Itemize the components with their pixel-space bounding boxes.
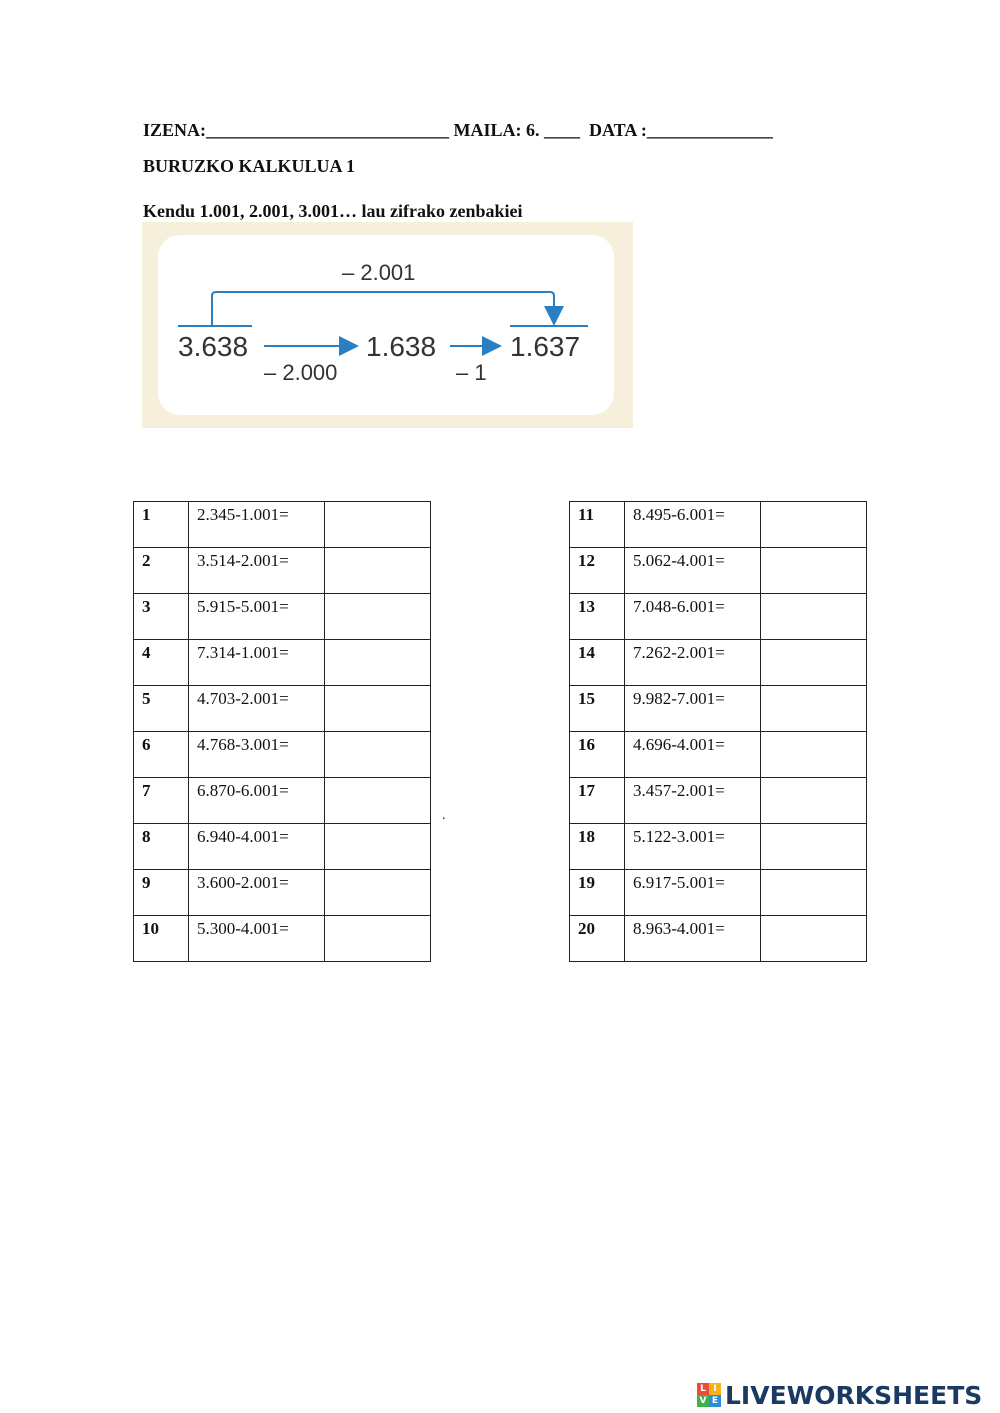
exercise-operation: 5.915-5.001= xyxy=(189,594,325,640)
exercise-operation: 5.062-4.001= xyxy=(625,548,761,594)
exercise-operation: 3.457-2.001= xyxy=(625,778,761,824)
exercise-operation: 4.703-2.001= xyxy=(189,686,325,732)
exercise-number: 18 xyxy=(570,824,625,870)
exercise-table-right xyxy=(569,501,867,962)
exercise-row xyxy=(134,732,431,778)
exercise-number: 6 xyxy=(134,732,189,778)
exercise-operation: 6.917-5.001= xyxy=(625,870,761,916)
liveworksheets-logo xyxy=(697,1378,982,1412)
answer-field[interactable] xyxy=(325,594,431,640)
exercise-row xyxy=(134,594,431,640)
exercise-operation: 5.122-3.001= xyxy=(625,824,761,870)
exercise-operation: 4.696-4.001= xyxy=(625,732,761,778)
answer-field[interactable] xyxy=(325,778,431,824)
answer-field[interactable] xyxy=(761,640,867,686)
exercise-operation: 9.982-7.001= xyxy=(625,686,761,732)
answer-field[interactable] xyxy=(325,502,431,548)
exercise-row xyxy=(570,778,867,824)
exercise-row xyxy=(134,686,431,732)
exercise-number: 1 xyxy=(134,502,189,548)
stray-mark: . xyxy=(442,808,446,823)
exercise-operation: 6.870-6.001= xyxy=(189,778,325,824)
answer-field[interactable] xyxy=(761,686,867,732)
answer-field[interactable] xyxy=(761,502,867,548)
answer-field[interactable] xyxy=(761,824,867,870)
exercise-operation: 7.314-1.001= xyxy=(189,640,325,686)
exercise-row xyxy=(570,548,867,594)
exercise-row xyxy=(570,502,867,548)
exercise-operation: 3.514-2.001= xyxy=(189,548,325,594)
logo-text: LIVEWORKSHEETS xyxy=(725,1380,983,1410)
exercise-row xyxy=(570,870,867,916)
exercise-number: 15 xyxy=(570,686,625,732)
result-number: 1.637 xyxy=(510,331,581,362)
top-subtract-label: – 2.001 xyxy=(342,260,416,285)
answer-field[interactable] xyxy=(325,686,431,732)
exercise-row xyxy=(570,686,867,732)
exercise-operation: 2.345-1.001= xyxy=(189,502,325,548)
exercise-row xyxy=(570,640,867,686)
exercise-number: 8 xyxy=(134,824,189,870)
answer-field[interactable] xyxy=(325,870,431,916)
exercise-row xyxy=(570,824,867,870)
worksheet-title: BURUZKO KALKULUA 1 xyxy=(143,156,356,176)
exercise-row xyxy=(134,640,431,686)
answer-field[interactable] xyxy=(761,732,867,778)
middle-number: 1.638 xyxy=(366,331,437,362)
exercise-row xyxy=(134,870,431,916)
exercise-row xyxy=(134,778,431,824)
exercise-number: 20 xyxy=(570,916,625,962)
exercise-number: 13 xyxy=(570,594,625,640)
exercise-operation: 6.940-4.001= xyxy=(189,824,325,870)
exercise-row xyxy=(134,824,431,870)
exercise-operation: 8.963-4.001= xyxy=(625,916,761,962)
answer-field[interactable] xyxy=(761,870,867,916)
answer-field[interactable] xyxy=(325,548,431,594)
exercise-operation: 8.495-6.001= xyxy=(625,502,761,548)
exercise-number: 2 xyxy=(134,548,189,594)
exercise-row xyxy=(134,502,431,548)
answer-field[interactable] xyxy=(761,916,867,962)
example-illustration xyxy=(142,222,633,428)
exercise-operation: 3.600-2.001= xyxy=(189,870,325,916)
exercise-number: 17 xyxy=(570,778,625,824)
exercise-number: 10 xyxy=(134,916,189,962)
exercise-number: 9 xyxy=(134,870,189,916)
exercise-number: 7 xyxy=(134,778,189,824)
exercise-number: 16 xyxy=(570,732,625,778)
liveworksheets-logo-icon: L I V E xyxy=(697,1383,721,1407)
answer-field[interactable] xyxy=(761,594,867,640)
start-number: 3.638 xyxy=(178,331,249,362)
step2-label: – 1 xyxy=(456,360,487,385)
exercise-row xyxy=(570,732,867,778)
instruction-text: Kendu 1.001, 2.001, 3.001… lau zifrako zenbakiei xyxy=(143,201,523,221)
exercise-number: 5 xyxy=(134,686,189,732)
exercise-number: 4 xyxy=(134,640,189,686)
answer-field[interactable] xyxy=(325,916,431,962)
exercise-number: 11 xyxy=(570,502,625,548)
exercise-row xyxy=(570,594,867,640)
exercise-number: 3 xyxy=(134,594,189,640)
exercise-operation: 5.300-4.001= xyxy=(189,916,325,962)
exercise-operation: 4.768-3.001= xyxy=(189,732,325,778)
exercise-number: 12 xyxy=(570,548,625,594)
answer-field[interactable] xyxy=(325,824,431,870)
answer-field[interactable] xyxy=(761,778,867,824)
exercise-row xyxy=(134,548,431,594)
exercise-row xyxy=(134,916,431,962)
name-grade-date-line: IZENA:___________________________ MAILA: 6. ____ DATA :______________ xyxy=(143,120,773,140)
answer-field[interactable] xyxy=(761,548,867,594)
exercise-table-left xyxy=(133,501,431,962)
exercise-operation: 7.262-2.001= xyxy=(625,640,761,686)
exercise-number: 14 xyxy=(570,640,625,686)
step1-label: – 2.000 xyxy=(264,360,338,385)
answer-field[interactable] xyxy=(325,640,431,686)
exercise-number: 19 xyxy=(570,870,625,916)
exercise-row xyxy=(570,916,867,962)
exercise-operation: 7.048-6.001= xyxy=(625,594,761,640)
answer-field[interactable] xyxy=(325,732,431,778)
